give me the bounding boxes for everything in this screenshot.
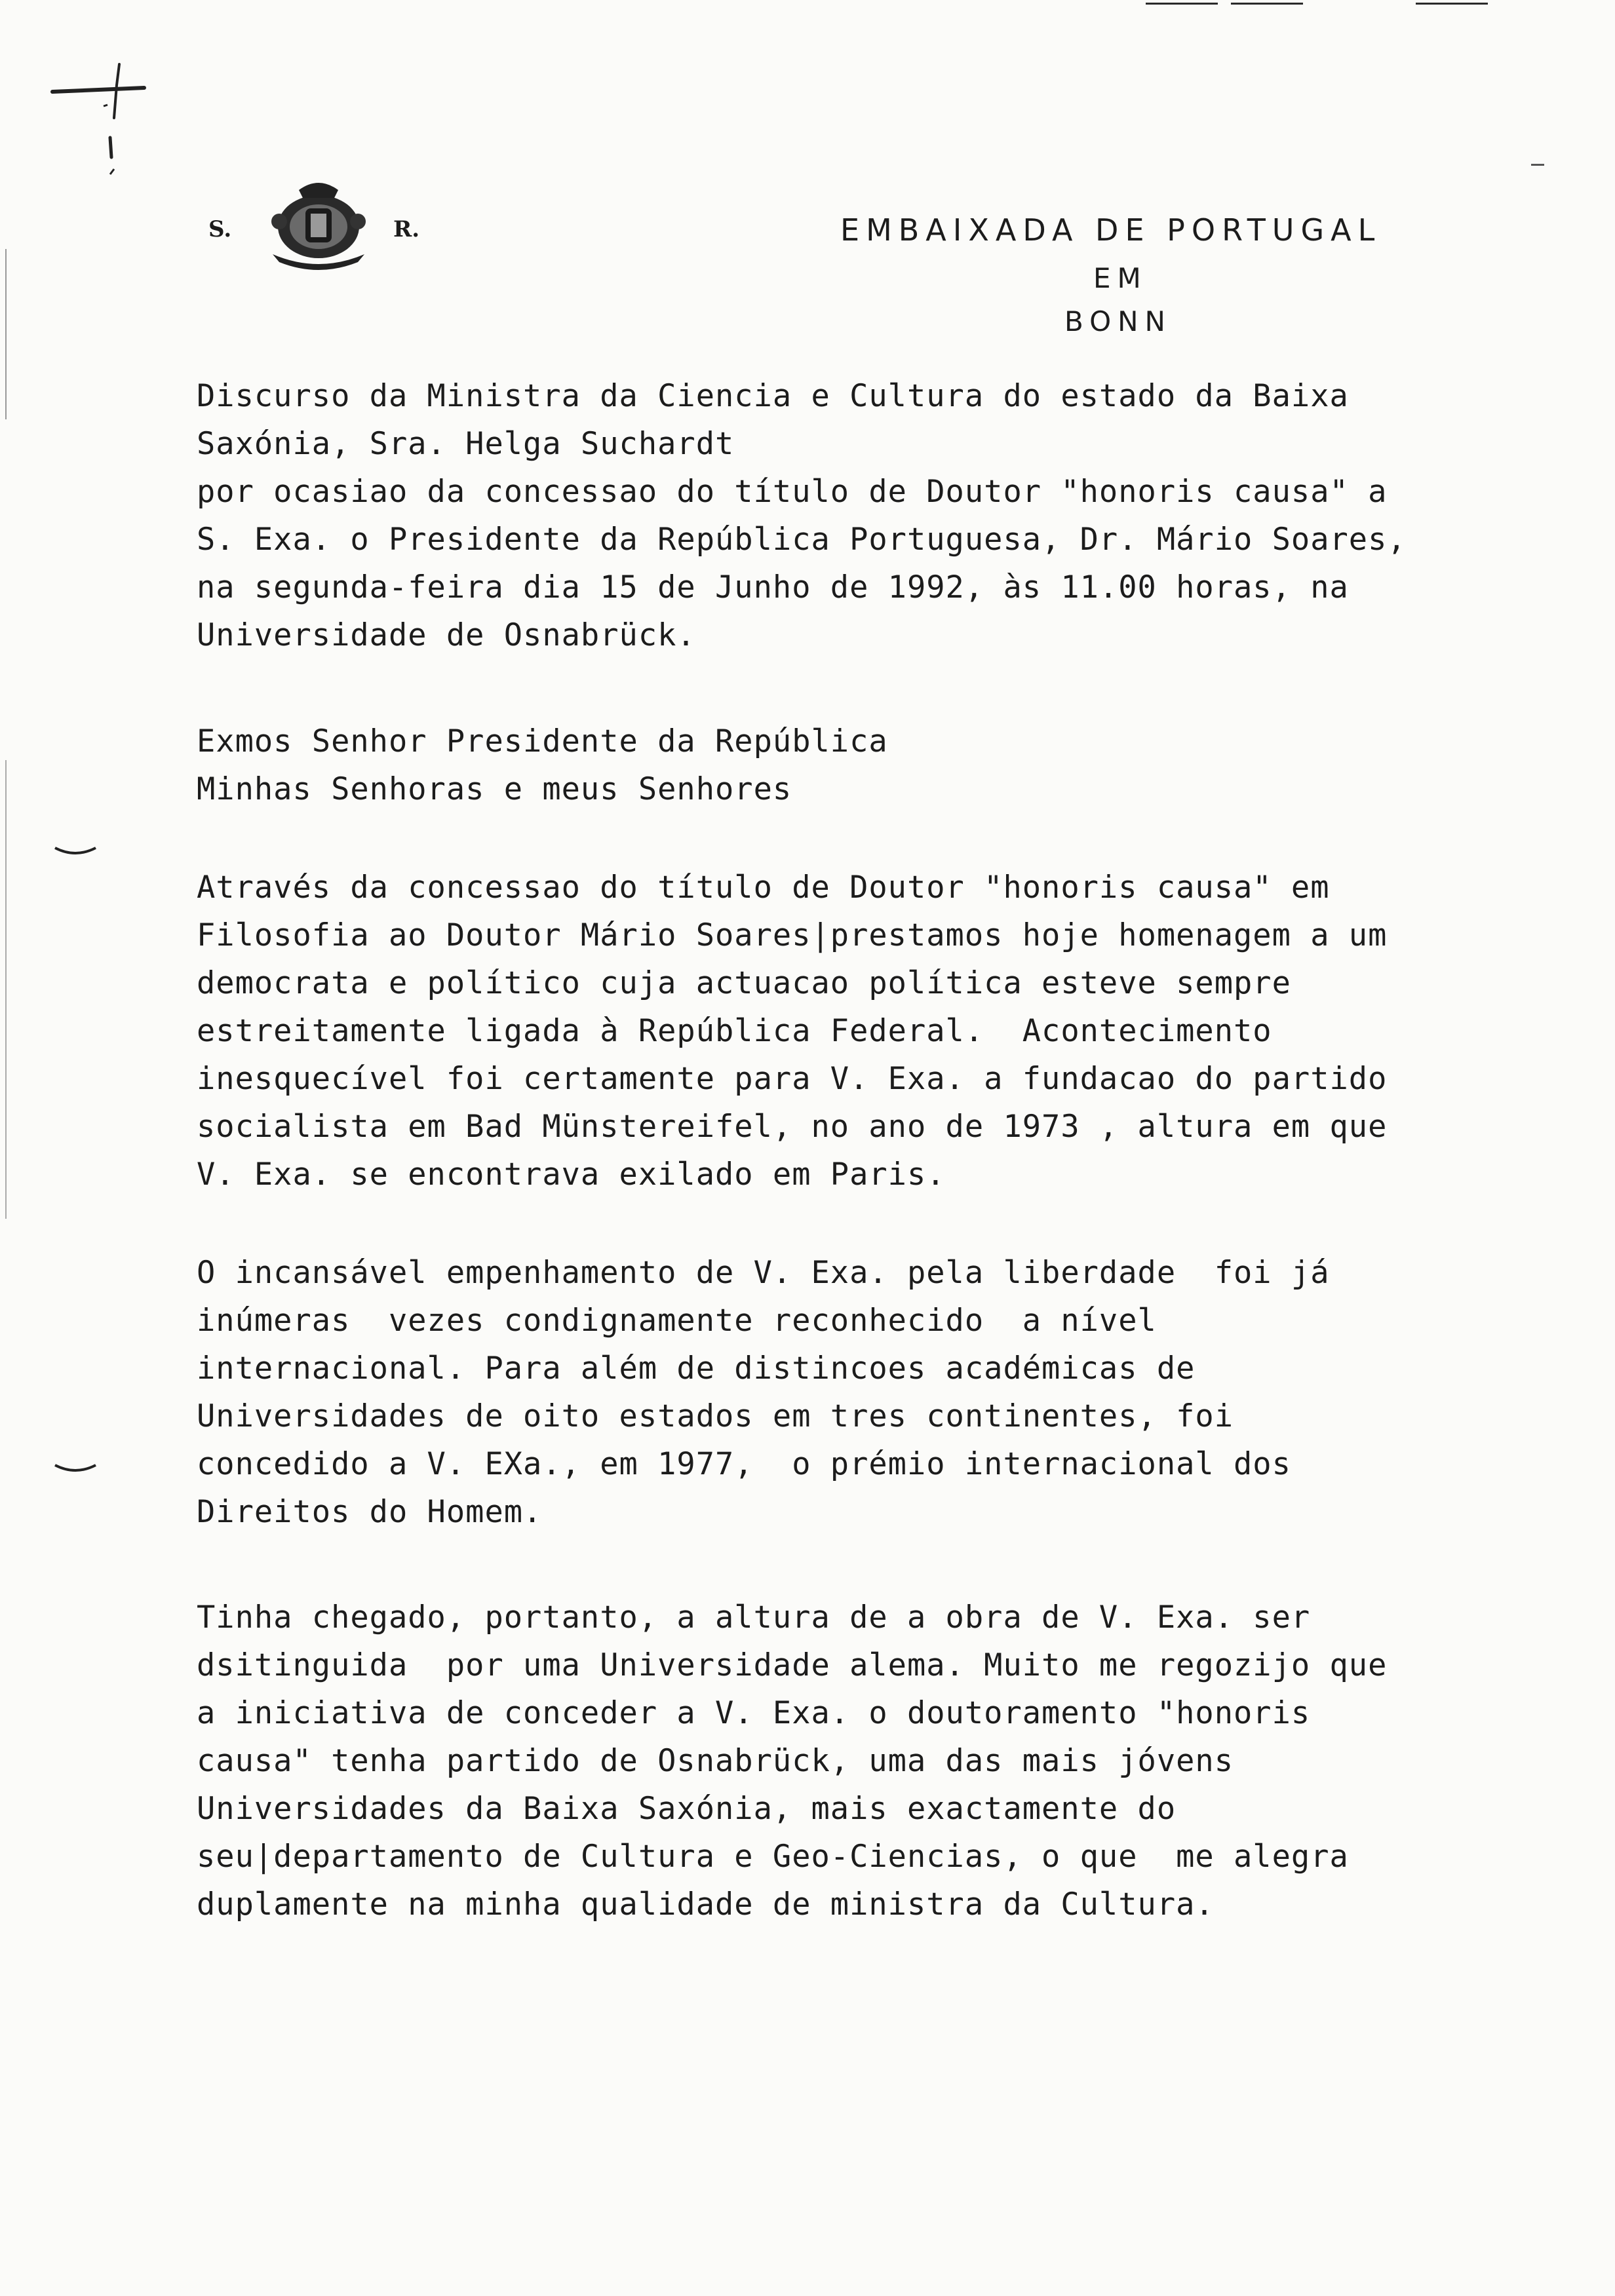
embassy-em: EM bbox=[1093, 262, 1148, 294]
text-line: a iniciativa de conceder a V. Exa. o doutoramento "honoris bbox=[197, 1695, 1311, 1731]
text-line: Universidades de oito estados em tres continentes, foi bbox=[197, 1398, 1234, 1434]
text-line: por ocasiao da concessao do título de Doutor "honoris causa" a bbox=[197, 474, 1388, 510]
text-line: V. Exa. se encontrava exilado em Paris. bbox=[197, 1157, 946, 1193]
handwritten-mark-icon bbox=[46, 59, 164, 177]
text-line: Universidade de Osnabrück. bbox=[197, 617, 696, 653]
text-line: Discurso da Ministra da Ciencia e Cultura do estado da Baixa bbox=[197, 378, 1349, 414]
salutation bbox=[197, 718, 1481, 813]
margin-line bbox=[5, 249, 7, 419]
margin-dash bbox=[1531, 164, 1544, 166]
text-line: Filosofia ao Doutor Mário Soares|prestamos hoje homenagem a um bbox=[197, 917, 1388, 953]
text-line: Direitos do Homem. bbox=[197, 1494, 543, 1530]
embassy-title: EMBAIXADA DE PORTUGAL bbox=[840, 212, 1382, 248]
text-line: inesquecível foi certamente para V. Exa. a fundacao do partido bbox=[197, 1061, 1388, 1097]
text-line: inúmeras vezes condignamente reconhecido a nível bbox=[197, 1303, 1157, 1339]
text-line: Exmos Senhor Presidente da República bbox=[197, 723, 888, 759]
text-line: na segunda-feira dia 15 de Junho de 1992, às 11.00 horas, na bbox=[197, 569, 1349, 605]
text-line: causa" tenha partido de Osnabrück, uma das mais jóvens bbox=[197, 1743, 1234, 1779]
paragraph bbox=[197, 864, 1481, 1198]
text-line: concedido a V. EXa., em 1977, o prémio internacional dos bbox=[197, 1446, 1291, 1482]
text-line: O incansável empenhamento de V. Exa. pela liberdade foi já bbox=[197, 1255, 1330, 1291]
text-line: Universidades da Baixa Saxónia, mais exactamente do bbox=[197, 1791, 1177, 1827]
text-line: internacional. Para além de distincoes académicas de bbox=[197, 1350, 1196, 1387]
paragraph bbox=[197, 1249, 1481, 1536]
text-line: socialista em Bad Münstereifel, no ano de 1973 , altura em que bbox=[197, 1109, 1388, 1145]
top-rule bbox=[1416, 3, 1488, 5]
text-line: Saxónia, Sra. Helga Suchardt bbox=[197, 426, 735, 462]
margin-mark-icon bbox=[52, 845, 98, 858]
text-line: estreitamente ligada à República Federal. Acontecimento bbox=[197, 1013, 1272, 1049]
text-line: Minhas Senhoras e meus Senhores bbox=[197, 771, 792, 807]
coat-of-arms-icon bbox=[253, 176, 384, 274]
margin-line bbox=[5, 760, 7, 1219]
top-rule bbox=[1146, 3, 1218, 5]
paragraph bbox=[197, 1594, 1481, 1928]
text-line: dsitinguida por uma Universidade alema. Muito me regozijo que bbox=[197, 1647, 1388, 1683]
text-line: seu|departamento de Cultura e Geo-Ciencias, o que me alegra bbox=[197, 1839, 1349, 1875]
letterhead-right-initial: R. bbox=[393, 216, 420, 242]
text-line: duplamente na minha qualidade de ministra da Cultura. bbox=[197, 1886, 1215, 1923]
text-line: S. Exa. o Presidente da República Portuguesa, Dr. Mário Soares, bbox=[197, 522, 1407, 558]
text-line: Através da concessao do título de Doutor "honoris causa" em bbox=[197, 870, 1330, 906]
embassy-city: BONN bbox=[1064, 305, 1172, 337]
text-line: democrata e político cuja actuacao política esteve sempre bbox=[197, 965, 1291, 1001]
margin-mark-icon bbox=[52, 1463, 98, 1476]
text-line: Tinha chegado, portanto, a altura de a obra de V. Exa. ser bbox=[197, 1599, 1311, 1636]
speech-title bbox=[197, 372, 1481, 659]
letterhead-left-initial: S. bbox=[208, 216, 232, 242]
top-rule bbox=[1231, 3, 1303, 5]
